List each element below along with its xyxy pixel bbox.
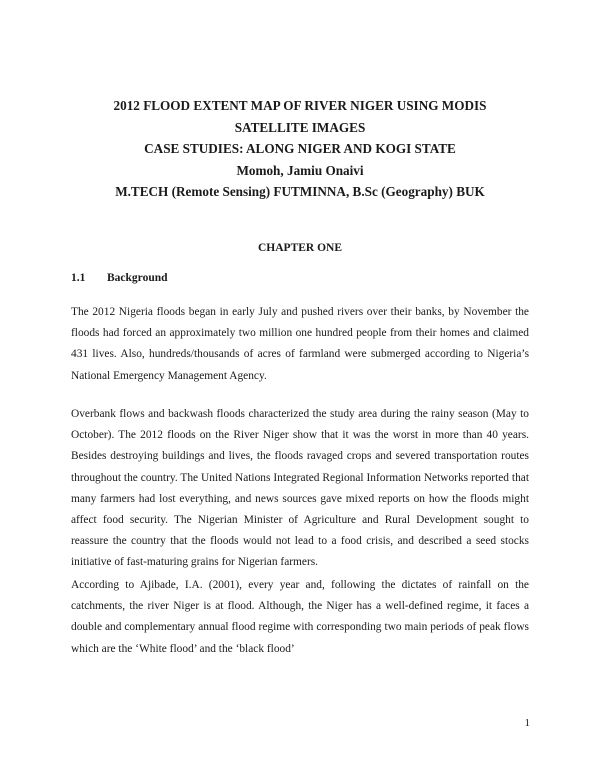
author-name: Momoh, Jamiu Onaivi: [236, 162, 364, 178]
title-line-1: 2012 FLOOD EXTENT MAP OF RIVER NIGER USING MODIS: [113, 98, 487, 113]
author-credentials: M.TECH (Remote Sensing) FUTMINNA, B.Sc (Geography) BUK: [115, 184, 485, 199]
title-line-2: SATELLITE IMAGES: [234, 119, 366, 135]
chapter-heading: CHAPTER ONE: [257, 242, 343, 254]
paragraph-1: The 2012 Nigeria floods began in early July and pushed rivers over their banks, by November the floods had forced an approximately two million one hundred people from their homes and claimed 431 lives. Also, hundreds/thousands of acres of farmland were submerged according to Nigeria’s National Emergency Management Agency.: [71, 306, 529, 382]
section-number: 1.1: [71, 272, 86, 284]
section-heading: [71, 272, 168, 284]
page-number: 1: [524, 717, 530, 729]
paragraph-3: According to Ajibade, I.A. (2001), every year and, following the dictates of rainfall on the catchments, the river Niger is at flood. Although, the Niger has a well-defined regime, it faces a double and complementary annual flood regime with corresponding two main periods of peak flows which are the ‘White flood’ and the ‘black flood’: [71, 579, 529, 655]
title-block: [60, 95, 540, 203]
title-line-3: CASE STUDIES: ALONG NIGER AND KOGI STATE: [144, 141, 456, 156]
paragraph-2: Overbank flows and backwash floods characterized the study area during the rainy season (May to October). The 2012 floods on the River Niger show that it was the worst in more than 40 years. Besides destroying buildings and lives, the floods ravaged crops and severed transportation routes throughout the country. The United Nations Integrated Regional Information Networks reported that many farmers had lost everything, and news sources gave mixed reports on how the floods might affect food security. The Nigerian Minister of Agriculture and Rural Development sought to reassure the country that the floods would not lead to a food crisis, and described a seed stocks initiative of fast-maturing grains for Nigerian farmers.: [71, 408, 529, 569]
section-title: Background: [107, 272, 168, 284]
